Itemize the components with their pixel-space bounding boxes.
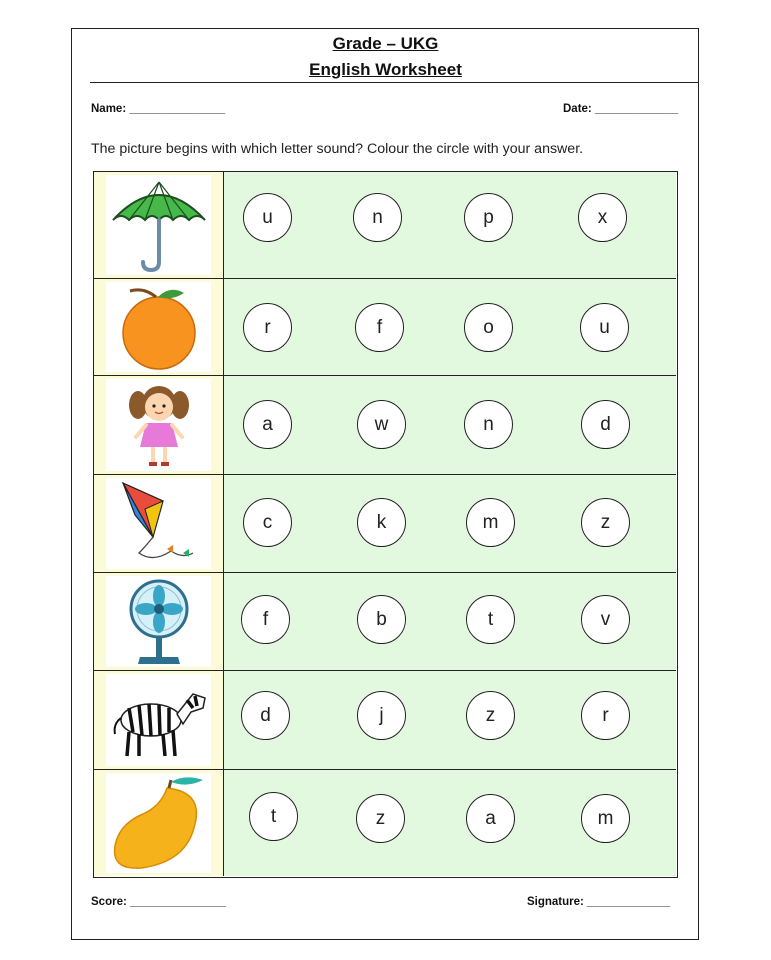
option-circle[interactable]: a: [243, 400, 292, 449]
option-circle[interactable]: m: [466, 498, 515, 547]
score-field[interactable]: Score: _______________: [91, 896, 226, 908]
option-circle[interactable]: c: [243, 498, 292, 547]
option-circle[interactable]: w: [357, 400, 406, 449]
grade-title: Grade – UKG: [332, 34, 439, 53]
options-cell: [224, 573, 676, 670]
option-circle[interactable]: u: [580, 303, 629, 352]
mango-icon: [106, 773, 211, 873]
option-circle[interactable]: n: [353, 193, 402, 242]
orange-icon: [106, 282, 211, 372]
date-field[interactable]: Date: _____________: [563, 103, 679, 115]
option-circle[interactable]: x: [578, 193, 627, 242]
options-cell: [224, 279, 676, 375]
options-cell: [224, 172, 676, 278]
option-circle[interactable]: t: [249, 792, 298, 841]
fan-icon: [106, 576, 211, 667]
option-circle[interactable]: p: [464, 193, 513, 242]
picture-cell: [94, 770, 224, 876]
option-circle[interactable]: m: [581, 794, 630, 843]
option-circle[interactable]: o: [464, 303, 513, 352]
picture-cell: [94, 172, 224, 278]
option-circle[interactable]: n: [464, 400, 513, 449]
option-circle[interactable]: f: [241, 595, 290, 644]
option-circle[interactable]: b: [357, 595, 406, 644]
worksheet-row: [94, 573, 676, 671]
option-circle[interactable]: u: [243, 193, 292, 242]
options-cell: [224, 671, 676, 769]
picture-cell: [94, 376, 224, 474]
option-circle[interactable]: d: [241, 691, 290, 740]
option-circle[interactable]: f: [355, 303, 404, 352]
worksheet-title: English Worksheet: [309, 60, 462, 79]
worksheet-row: [94, 172, 676, 279]
option-circle[interactable]: z: [581, 498, 630, 547]
girl-icon: [106, 379, 211, 471]
option-circle[interactable]: z: [466, 691, 515, 740]
picture-cell: [94, 279, 224, 375]
option-circle[interactable]: j: [357, 691, 406, 740]
signature-field[interactable]: Signature: _____________: [527, 896, 671, 908]
worksheet-row: [94, 475, 676, 573]
options-cell: [224, 770, 676, 876]
option-circle[interactable]: v: [581, 595, 630, 644]
worksheet-row: [94, 671, 676, 770]
option-circle[interactable]: r: [581, 691, 630, 740]
option-circle[interactable]: d: [581, 400, 630, 449]
name-field[interactable]: Name: _______________: [91, 103, 226, 115]
umbrella-icon: [106, 175, 211, 275]
options-cell: [224, 376, 676, 474]
option-circle[interactable]: a: [466, 794, 515, 843]
worksheet-row: [94, 770, 676, 876]
option-circle[interactable]: k: [357, 498, 406, 547]
options-cell: [224, 475, 676, 572]
option-circle[interactable]: z: [356, 794, 405, 843]
header-divider: [90, 82, 698, 83]
worksheet-row: [94, 279, 676, 376]
option-circle[interactable]: r: [243, 303, 292, 352]
option-circle[interactable]: t: [466, 595, 515, 644]
picture-cell: [94, 573, 224, 670]
zebra-icon: [106, 674, 211, 766]
picture-cell: [94, 671, 224, 769]
answer-grid: [93, 171, 678, 878]
picture-cell: [94, 475, 224, 572]
worksheet-row: [94, 376, 676, 475]
instruction-text: The picture begins with which letter sound? Colour the circle with your answer.: [91, 141, 584, 157]
kite-icon: [106, 478, 211, 569]
